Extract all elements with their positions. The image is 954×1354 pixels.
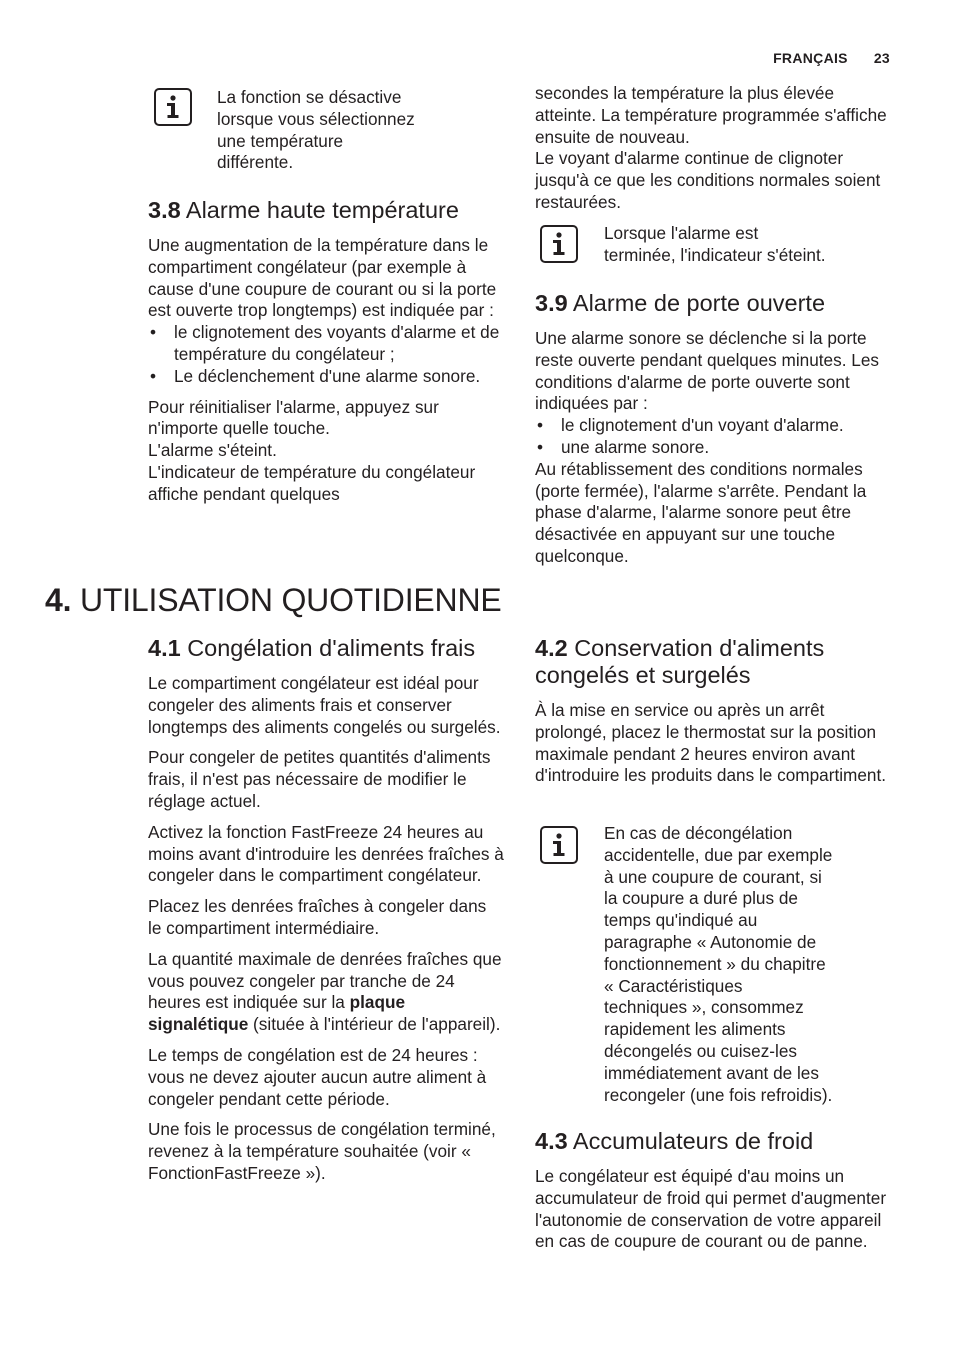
section-4-3 [535,1128,895,1253]
info-line: temps qu'indiqué au [604,910,758,931]
info-icon [540,826,578,864]
info-line: une température [217,130,344,151]
info-icon [540,225,578,263]
info-line: En cas de décongélation [604,823,793,843]
info-line: immédiatement avant de les [604,1062,819,1083]
page-number: 23 [873,50,890,66]
section-title: 3.8 Alarme haute température [148,197,459,223]
paragraph-rating-plate: La quantité maximale de denrées fraîches que vous pouvez congeler par tranche de 24 heures est indiquée sur la plaque signalétique (située à l'intérieur de l'appareil). [148,948,502,1035]
info-line: techniques », consommez [604,997,804,1018]
info-note-2 [604,223,894,267]
rating-plate-term: plaque signalétique [148,992,405,1035]
info-note-1 [217,87,477,174]
list-item: • Le déclenchement d'une alarme sonore. [148,366,508,388]
section-4-2 [535,635,895,787]
paragraph: Une alarme sonore se déclenche si la porte reste ouverte pendant quelques minutes. Les conditions d'alarme de porte ouverte sont indiquées par : [535,328,879,414]
chapter-title: 4. UTILISATION QUOTIDIENNE [45,582,502,618]
paragraph: Au rétablissement des conditions normales (porte fermée), l'alarme s'arrête. Pendant la phase d'alarme, l'alarme sonore peut être désactivée en appuyant sur une touche quelconque. [535,458,867,566]
paragraph: L'indicateur de température du congélateur affiche pendant quelques [148,461,476,504]
info-line: Lorsque l'alarme est [604,223,759,243]
section-title: 4.2 Conservation d'aliments congelés et surgelés [535,635,825,688]
section-title: 3.9 Alarme de porte ouverte [535,290,826,316]
paragraph: secondes la température la plus élevée atteinte. La température programmée s'affiche ensuite de nouveau. [535,83,887,147]
section-4-1 [148,635,504,1185]
paragraph: Activez la fonction FastFreeze 24 heures au moins avant d'introduire les denrées fraîches à congeler dans le compartiment congélateur. [148,821,504,886]
paragraph: Le voyant d'alarme continue de clignoter jusqu'à ce que les conditions normales soient restaurées. [535,148,881,212]
paragraph: Une augmentation de la température dans le compartiment congélateur (par exemple à cause d'une coupure de courant ou si la porte est ouverte trop longtemps) est indiquée par : [148,235,497,321]
paragraph: Le temps de congélation est de 24 heures : vous ne devez ajouter aucun autre aliment à congeler pendant cette période. [148,1044,487,1109]
section-3-8 [148,197,508,506]
info-line: à une coupure de courant, si [604,866,822,887]
bullet-list [535,415,895,459]
section-3-8-continued [535,83,891,214]
paragraph: Placez les denrées fraîches à congeler dans le compartiment intermédiaire. [148,896,487,938]
paragraph: Une fois le processus de congélation terminé, revenez à la température souhaitée (voir « FonctionFastFreeze »). [148,1119,496,1183]
info-line: recongeler (une fois refroidis). [604,1084,833,1105]
paragraph: Le compartiment congélateur est idéal pour congeler des aliments frais et conserver longtemps des aliments congelés ou surgelés. [148,673,501,737]
info-line: lorsque vous sélectionnez [217,108,415,129]
section-title: 4.3 Accumulateurs de froid [535,1128,814,1154]
info-line: différente. [217,152,294,173]
info-line: rapidement les aliments [604,1019,786,1040]
section-3-9 [535,290,895,568]
language-label: FRANÇAIS [773,50,848,66]
info-line: La fonction se désactive [217,87,402,107]
info-line: « Caractéristiques [604,975,743,996]
chapter-heading [45,582,745,618]
info-line: terminée, l'indicateur s'éteint. [604,244,826,265]
paragraph: Le congélateur est équipé d'au moins un accumulateur de froid qui permet d'augmenter l'autonomie de conservation de votre appareil en cas de coupure de courant ou de panne. [535,1166,887,1252]
list-item: • le clignotement d'un voyant d'alarme. [535,415,895,437]
page-header [773,50,890,66]
section-title: 4.1 Congélation d'aliments frais [148,635,476,661]
info-line: accidentelle, due par exemple [604,844,833,865]
info-line: paragraphe « Autonomie de [604,931,817,952]
info-icon [154,88,192,126]
paragraph: Pour congeler de petites quantités d'aliments frais, il n'est pas nécessaire de modifier le réglage actuel. [148,747,491,811]
paragraph: L'alarme s'éteint. [148,440,277,461]
info-line: la coupure a duré plus de [604,888,798,909]
info-note-3 [604,823,894,1106]
info-line: décongelés ou cuisez-les [604,1040,797,1061]
paragraph: À la mise en service ou après un arrêt prolongé, placez le thermostat sur la position maximale pendant 2 heures environ avant d'introduire les produits dans le compartiment. [535,700,887,786]
info-line: fonctionnement » du chapitre [604,953,826,974]
list-item: • le clignotement des voyants d'alarme et de température du congélateur ; [148,322,508,366]
bullet-list [148,322,508,387]
list-item: • une alarme sonore. [535,437,895,459]
paragraph: Pour réinitialiser l'alarme, appuyez sur n'importe quelle touche. [148,396,439,439]
